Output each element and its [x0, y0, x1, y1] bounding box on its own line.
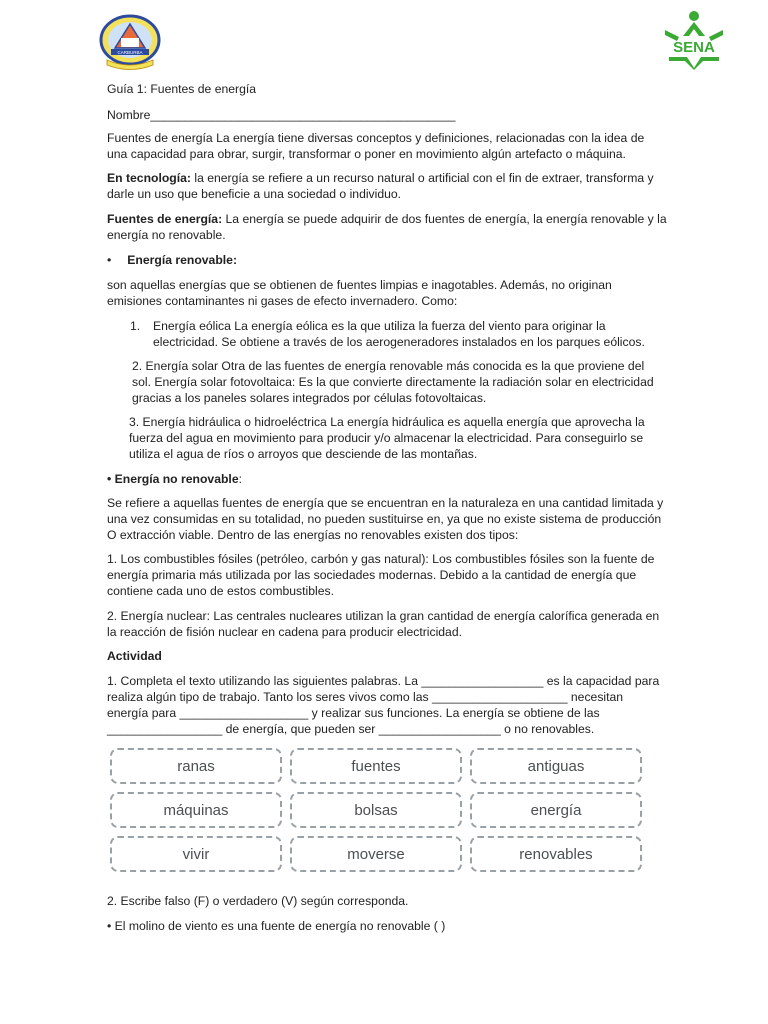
word-bank-item: renovables — [470, 836, 642, 872]
name-blank: _____________________________________________ — [150, 108, 456, 122]
word-bank-item: bolsas — [290, 792, 462, 828]
name-label: Nombre — [107, 108, 151, 122]
intro-paragraph: Fuentes de energía La energía tiene diversas conceptos y definiciones, relacionadas con la idea de una capacidad para obrar, surgir, transformar o poner en movimiento algún artefacto o máquina. — [107, 131, 645, 161]
activity-heading: Actividad — [107, 649, 162, 663]
word-bank-item: máquinas — [110, 792, 282, 828]
word-bank-item: antiguas — [470, 748, 642, 784]
renewable-item-wind: Energía eólica La energía eólica es la que utiliza la fuerza del viento para originar la electricidad. Se obtiene a través de los aerogeneradores instalados en los parques eólicos. — [153, 319, 645, 349]
word-bank — [110, 748, 642, 876]
svg-text:SENA: SENA — [673, 39, 715, 56]
renewable-heading-line — [107, 252, 667, 268]
nonrenewable-heading-line — [107, 471, 667, 487]
technology-text: la energía se refiere a un recurso natural o artificial con el fin de extraer, transforma y darle un uso que beneficie a una sociedad o individuo. — [107, 171, 654, 201]
sources-label: Fuentes de energía: — [107, 212, 223, 226]
word-bank-item: energía — [470, 792, 642, 828]
sources-text: La energía se puede adquirir de dos fuentes de energía, la energía renovable y la energía no renovable. — [107, 212, 667, 242]
svg-text:CARBURBA: CARBURBA — [117, 50, 143, 55]
nonrenewable-item-nuclear: 2. Energía nuclear: Las centrales nucleares utilizan la gran cantidad de energía calorífica generada en la reacción de fisión nuclear en cadena para producir electricidad. — [107, 609, 660, 639]
nonrenewable-intro: Se refiere a aquellas fuentes de energía que se encuentran en la naturaleza en una cantidad limitada y una vez consumidas en su totalidad, no pueden sustituirse en, ya que no existe sistema de producción O extracción viable. Dentro de las energías no renovables existen dos tipos: — [107, 496, 664, 542]
technology-paragraph — [107, 170, 667, 202]
renewable-bullet: • — [107, 253, 112, 267]
word-bank-item: vivir — [110, 836, 282, 872]
word-bank-item: fuentes — [290, 748, 462, 784]
nonrenewable-item-fossil: 1. Los combustibles fósiles (petróleo, carbón y gas natural): Los combustibles fósiles son la fuente de energía primaria más utilizada por las sociedades modernas. Debido a la cantidad de energía que contiene cada uno de estos combustibles. — [107, 552, 655, 598]
nonrenewable-heading: • Energía no renovable — [107, 472, 239, 486]
activity-question-2: 2. Escribe falso (F) o verdadero (V) según corresponda. — [107, 894, 409, 908]
renewable-item-hydro: 3. Energía hidráulica o hidroeléctrica La energía hidráulica es aquella energía que aprovecha la fuerza del agua en movimiento para producir y/o almacenar la electricidad. Para conseguirlo se utiliza el agua de ríos o arroyos que desciende de las montañas. — [129, 415, 645, 461]
renewable-intro: son aquellas energías que se obtienen de fuentes limpias e inagotables. Además, no originan emisiones contaminantes ni gases de efecto invernadero. Como: — [107, 278, 612, 308]
true-false-item: • El molino de viento es una fuente de energía no renovable ( ) — [107, 919, 446, 933]
activity-question-1: 1. Completa el texto utilizando las siguientes palabras. La __________________ es la capacidad para realiza algún tipo de trabajo. Tanto los seres vivos como las ____________________ necesitan energía para ___________________ y realizar sus funciones. La energía se obtiene de las _________________ de energía, que pueden ser __________________ o no renovables. — [107, 674, 660, 736]
renewable-heading: Energía renovable: — [127, 253, 238, 267]
renewable-item1-number: 1. — [130, 319, 141, 333]
name-line — [107, 107, 667, 123]
word-bank-item: ranas — [110, 748, 282, 784]
nonrenewable-colon: : — [238, 472, 242, 486]
word-bank-item: moverse — [290, 836, 462, 872]
technology-label: En tecnología: — [107, 171, 191, 185]
renewable-item-solar: 2. Energía solar Otra de las fuentes de energía renovable más conocida es la que proviene del sol. Energía solar fotovoltaica: Es la que convierte directamente la radiación solar en electricidad gracias a los paneles solares integrados por células fotovoltaicas. — [132, 359, 654, 405]
guide-title: Guía 1: Fuentes de energía — [107, 82, 257, 96]
sena-logo — [663, 10, 725, 70]
school-crest-logo — [99, 14, 161, 70]
sources-paragraph — [107, 211, 667, 243]
